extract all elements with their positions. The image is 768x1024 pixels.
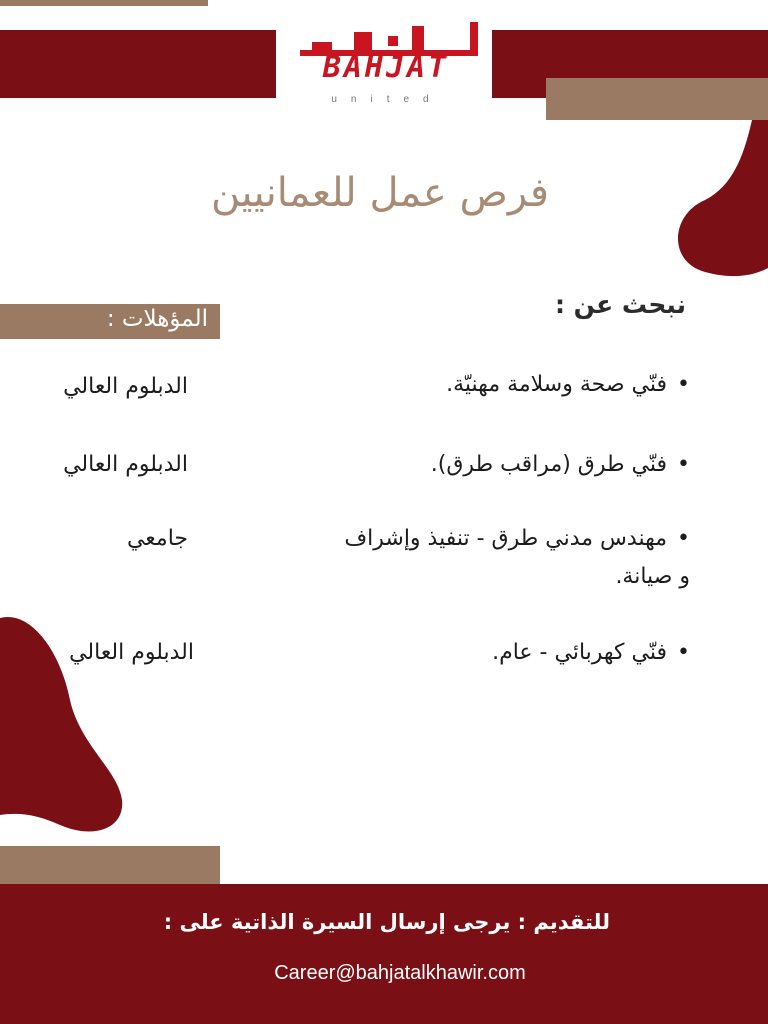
decor-bar-tan-bottom	[0, 846, 220, 884]
bullet-icon: •	[677, 526, 690, 551]
job-item	[360, 366, 690, 404]
bullet-icon: •	[677, 372, 690, 397]
footer-band	[0, 884, 768, 1024]
job-title: فنّي طرق (مراقب طرق).	[430, 452, 668, 477]
qualifications-heading: المؤهلات :	[106, 306, 208, 332]
job-item	[360, 634, 690, 672]
job-qualification: جامعي	[126, 526, 188, 551]
job-title: فنّي كهربائي - عام.	[492, 640, 668, 665]
logo-subtitle: united	[331, 94, 443, 105]
job-title: مهندس مدني طرق - تنفيذ وإشراف و صيانة.	[344, 526, 690, 589]
bullet-icon: •	[677, 452, 690, 477]
job-qualification: الدبلوم العالي	[63, 374, 188, 399]
job-item	[340, 520, 690, 596]
logo-wordmark: BAHJAT	[322, 50, 450, 85]
job-title: فنّي صحة وسلامة مهنيّة.	[446, 372, 668, 397]
company-logo	[292, 16, 480, 105]
career-email-link[interactable]: Career@bahjatalkhawir.com	[274, 962, 526, 984]
bullet-icon: •	[677, 640, 690, 665]
page-title: فرص عمل للعمانيين	[210, 170, 550, 216]
job-item	[360, 446, 690, 484]
job-qualification: الدبلوم العالي	[69, 640, 194, 665]
job-qualification: الدبلوم العالي	[63, 452, 188, 477]
apply-instructions: للتقديم : يرجى إرسال السيرة الذاتية على :	[163, 910, 610, 934]
qualifications-heading-band	[0, 304, 220, 339]
seeking-heading: نبحث عن :	[554, 290, 686, 319]
decor-blob-right	[678, 120, 768, 276]
